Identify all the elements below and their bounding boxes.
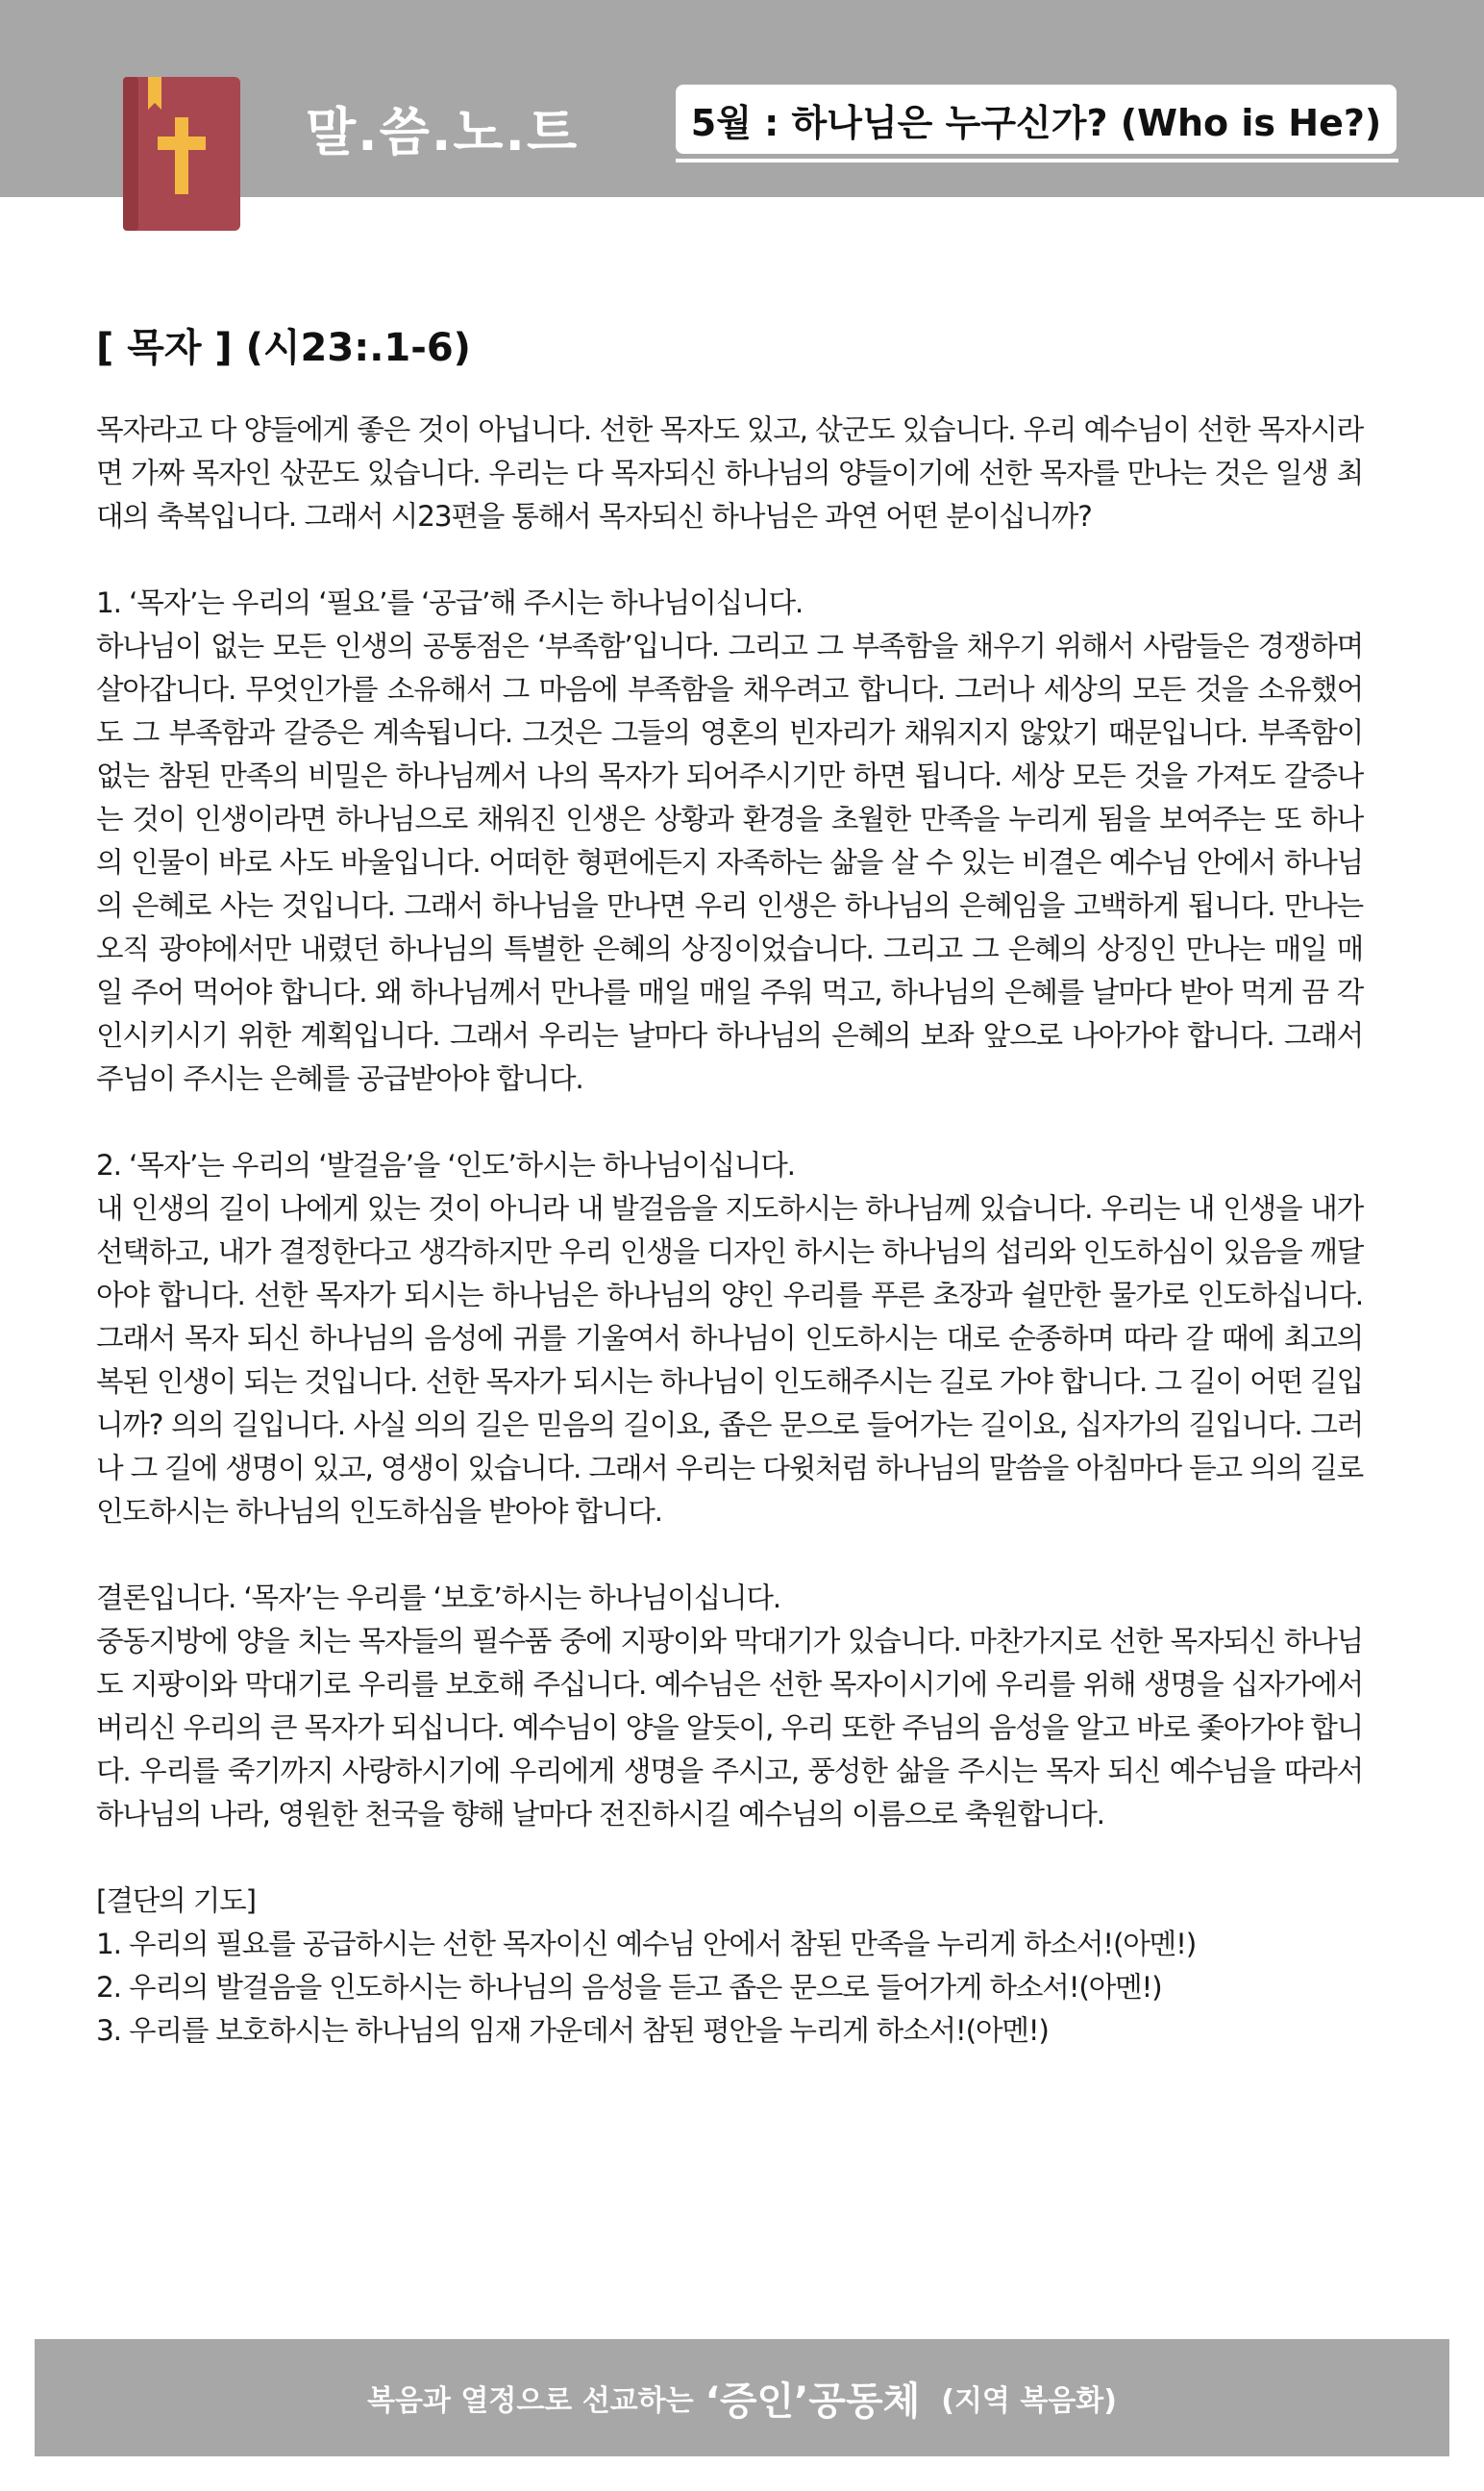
month-title-box: [676, 85, 1397, 154]
bible-cross-icon: [123, 77, 240, 231]
sermon-body: [96, 409, 1363, 2053]
prayer-item: 3. 우리를 보호하시는 하나님의 임재 가운데서 참된 평안을 누리게 하소서!(아멘!): [96, 2014, 1049, 2047]
footer-slogan: 복음과 열정으로 선교하는: [366, 2384, 694, 2418]
point2-heading: 2. ‘목자’는 우리의 ‘발걸음’을 ‘인도’하시는 하나님이십니다.: [96, 1149, 795, 1182]
footer-community: ‘증인’공동체: [705, 2379, 921, 2424]
point1-heading: 1. ‘목자’는 우리의 ‘필요’를 ‘공급’해 주시는 하나님이십니다.: [96, 586, 804, 619]
footer-band: [35, 2339, 1449, 2456]
conclusion-heading: 결론입니다. ‘목자’는 우리를 ‘보호’하시는 하나님이십니다.: [96, 1582, 780, 1614]
sermon-title: [ 목자 ] (시23:.1-6): [96, 326, 471, 370]
brand-title: 말.씀.노.트: [306, 102, 580, 162]
conclusion-paragraph: 중동지방에 양을 치는 목자들의 필수품 중에 지팡이와 막대기가 있습니다. 마찬가지로 선한 목자되신 하나님도 지팡이와 막대기로 우리를 보호해 주십니다. 예수님은 선한 목자이시기에 우리를 위해 생명을 십자가에서 버리신 우리의 큰 목자가 되십니다. 예수님이 양을 알듯이, 우리 또한 주님의 음성을 알고 바로 좇아가야 합니다. 우리를 죽기까지 사랑하시기에 우리에게 생명을 주시고, 풍성한 삶을 주시는 목자 되신 예수님을 따라서 하나님의 나라, 영원한 천국을 향해 날마다 전진하시길 예수님의 이름으로 축원합니다.: [96, 1625, 1363, 1831]
title-underline: [676, 159, 1398, 162]
spacer: [96, 1101, 1363, 1144]
prayer-heading: [결단의 기도]: [96, 1884, 256, 1917]
month-title: 5월 : 하나님은 누구신가? (Who is He?): [690, 101, 1382, 144]
spacer: [96, 538, 1363, 582]
prayer-item: 1. 우리의 필요를 공급하시는 선한 목자이신 예수님 안에서 참된 만족을 누리게 하소서!(아멘!): [96, 1928, 1197, 1960]
footer-subtitle: (지역 복음화): [941, 2384, 1118, 2418]
spacer: [96, 1533, 1363, 1577]
point1-paragraph: 하나님이 없는 모든 인생의 공통점은 ‘부족함’입니다. 그리고 그 부족함을 채우기 위해서 사람들은 경쟁하며 살아갑니다. 무엇인가를 소유해서 그 마음에 부족함을 채우려고 합니다. 그러나 세상의 모든 것을 소유했어도 그 부족함과 갈증은 계속됩니다. 그것은 그들의 영혼의 빈자리가 채워지지 않았기 때문입니다. 부족함이 없는 참된 만족의 비밀은 하나님께서 나의 목자가 되어주시기만 하면 됩니다. 세상 모든 것을 가져도 갈증나는 것이 인생이라면 하나님으로 채워진 인생은 상황과 환경을 초월한 만족을 누리게 됨을 보여주는 또 하나의 인물이 바로 사도 바울입니다. 어떠한 형편에든지 자족하는 삶을 살 수 있는 비결은 예수님 안에서 하나님의 은혜로 사는 것입니다. 그래서 하나님을 만나면 우리 인생은 하나님의 은혜임을 고백하게 됩니다. 만나는 오직 광야에서만 내렸던 하나님의 특별한 은혜의 상징이었습니다. 그리고 그 은혜의 상징인 만나는 매일 매일 주어 먹어야 합니다. 왜 하나님께서 만나를 매일 매일 주워 먹고, 하나님의 은혜를 날마다 받아 먹게 끔 각인시키시기 위한 계획입니다. 그래서 우리는 날마다 하나님의 은혜의 보좌 앞으로 나아가야 합니다. 그래서 주님이 주시는 은혜를 공급받아야 합니다.: [96, 630, 1363, 1095]
spacer: [96, 1836, 1363, 1880]
intro-paragraph: 목자라고 다 양들에게 좋은 것이 아닙니다. 선한 목자도 있고, 삯군도 있습니다. 우리 예수님이 선한 목자시라면 가짜 목자인 삯꾼도 있습니다. 우리는 다 목자되신 하나님의 양들이기에 선한 목자를 만나는 것은 일생 최대의 축복입니다. 그래서 시23편을 통해서 목자되신 하나님은 과연 어떤 분이십니까?: [96, 413, 1363, 533]
prayer-item: 2. 우리의 발걸음을 인도하시는 하나님의 음성을 듣고 좁은 문으로 들어가게 하소서!(아멘!): [96, 1971, 1162, 2004]
header-band: [0, 0, 1484, 197]
point2-paragraph: 내 인생의 길이 나에게 있는 것이 아니라 내 발걸음을 지도하시는 하나님께 있습니다. 우리는 내 인생을 내가 선택하고, 내가 결정한다고 생각하지만 우리 인생을 디자인 하시는 하나님의 섭리와 인도하심이 있음을 깨달아야 합니다. 선한 목자가 되시는 하나님은 하나님의 양인 우리를 푸른 초장과 쉴만한 물가로 인도하십니다. 그래서 목자 되신 하나님의 음성에 귀를 기울여서 하나님이 인도하시는 대로 순종하며 따라 갈 때에 최고의 복된 인생이 되는 것입니다. 선한 목자가 되시는 하나님이 인도해주시는 길로 가야 합니다. 그 길이 어떤 길입니까? 의의 길입니다. 사실 의의 길은 믿음의 길이요, 좁은 문으로 들어가는 길이요, 십자가의 길입니다. 그러나 그 길에 생명이 있고, 영생이 있습니다. 그래서 우리는 다윗처럼 하나님의 말씀을 아침마다 듣고 의의 길로 인도하시는 하나님의 인도하심을 받아야 합니다.: [96, 1192, 1363, 1528]
